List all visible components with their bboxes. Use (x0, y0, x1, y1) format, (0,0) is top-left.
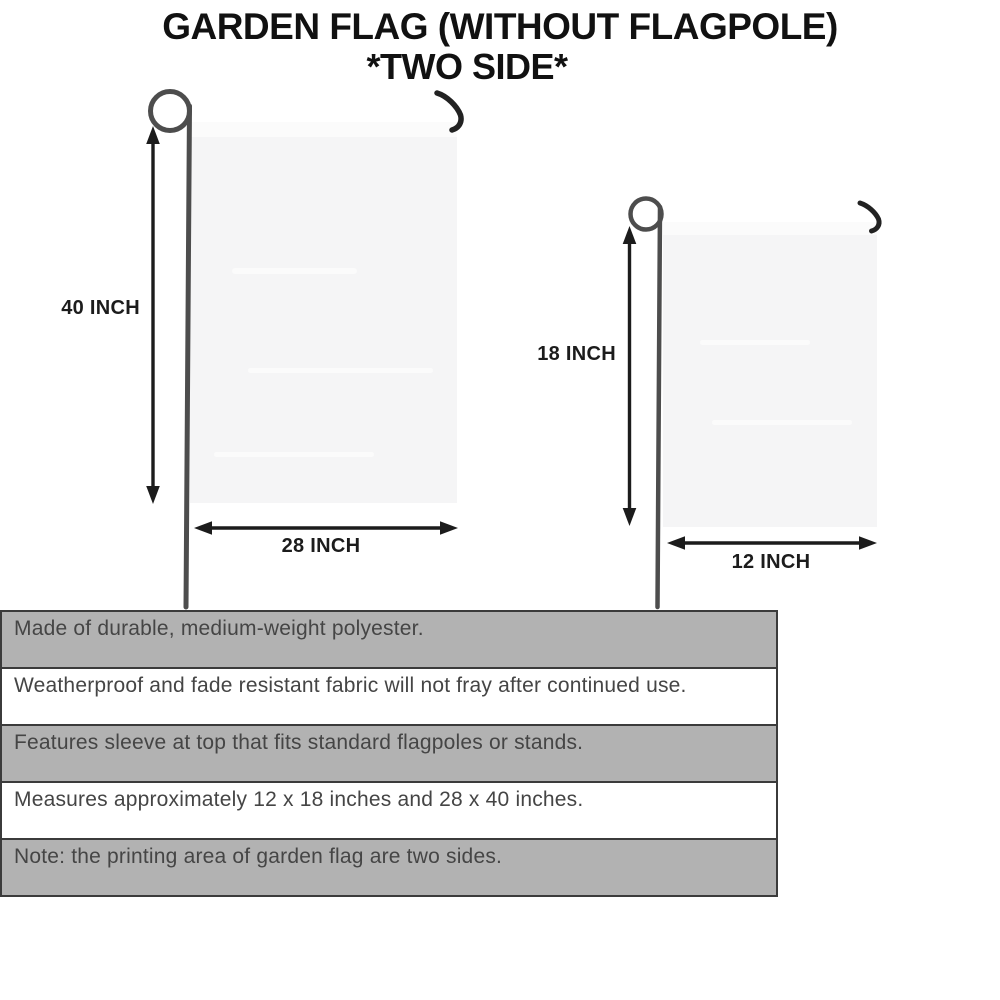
small-pole-loop-icon (631, 199, 662, 230)
feature-row-text: Features sleeve at top that fits standard flagpoles or stands. (14, 731, 584, 754)
feature-row (2, 781, 776, 838)
large-width-arrow-icon (194, 521, 458, 535)
large-height-arrow-icon (146, 126, 160, 504)
large-pole-loop-icon (151, 92, 190, 131)
features-table (0, 610, 778, 897)
small-width-arrow-icon (667, 536, 877, 550)
feature-row-text: Made of durable, medium-weight polyester. (14, 617, 424, 640)
large-flag-sleeve (190, 122, 457, 137)
small-flag-width-label: 12 INCH (731, 551, 811, 573)
small-flag-assembly (623, 199, 879, 608)
feature-row-text: Measures approximately 12 x 18 inches and 28 x 40 inches. (14, 788, 584, 811)
large-flag-assembly (146, 92, 461, 608)
feature-row (2, 667, 776, 724)
small-flagpole (658, 207, 661, 607)
small-flag-canvas (663, 222, 877, 527)
large-flagpole (186, 106, 190, 607)
large-flag-height-label: 40 INCH (61, 297, 140, 319)
feature-row (2, 838, 776, 895)
feature-row-text: Note: the printing area of garden flag are two sides. (14, 845, 503, 868)
large-flag-width-label: 28 INCH (281, 535, 361, 557)
title-line-2: *TWO SIDE* (366, 46, 568, 87)
feature-row (2, 612, 776, 667)
small-flag-height-label: 18 INCH (537, 343, 616, 365)
title-line-1: GARDEN FLAG (WITHOUT FLAGPOLE) (162, 6, 838, 47)
large-flag-canvas (190, 122, 457, 503)
small-height-arrow-icon (623, 226, 637, 526)
feature-row-text: Weatherproof and fade resistant fabric will not fray after continued use. (14, 674, 687, 697)
small-flag-sleeve (663, 222, 877, 235)
feature-row (2, 724, 776, 781)
